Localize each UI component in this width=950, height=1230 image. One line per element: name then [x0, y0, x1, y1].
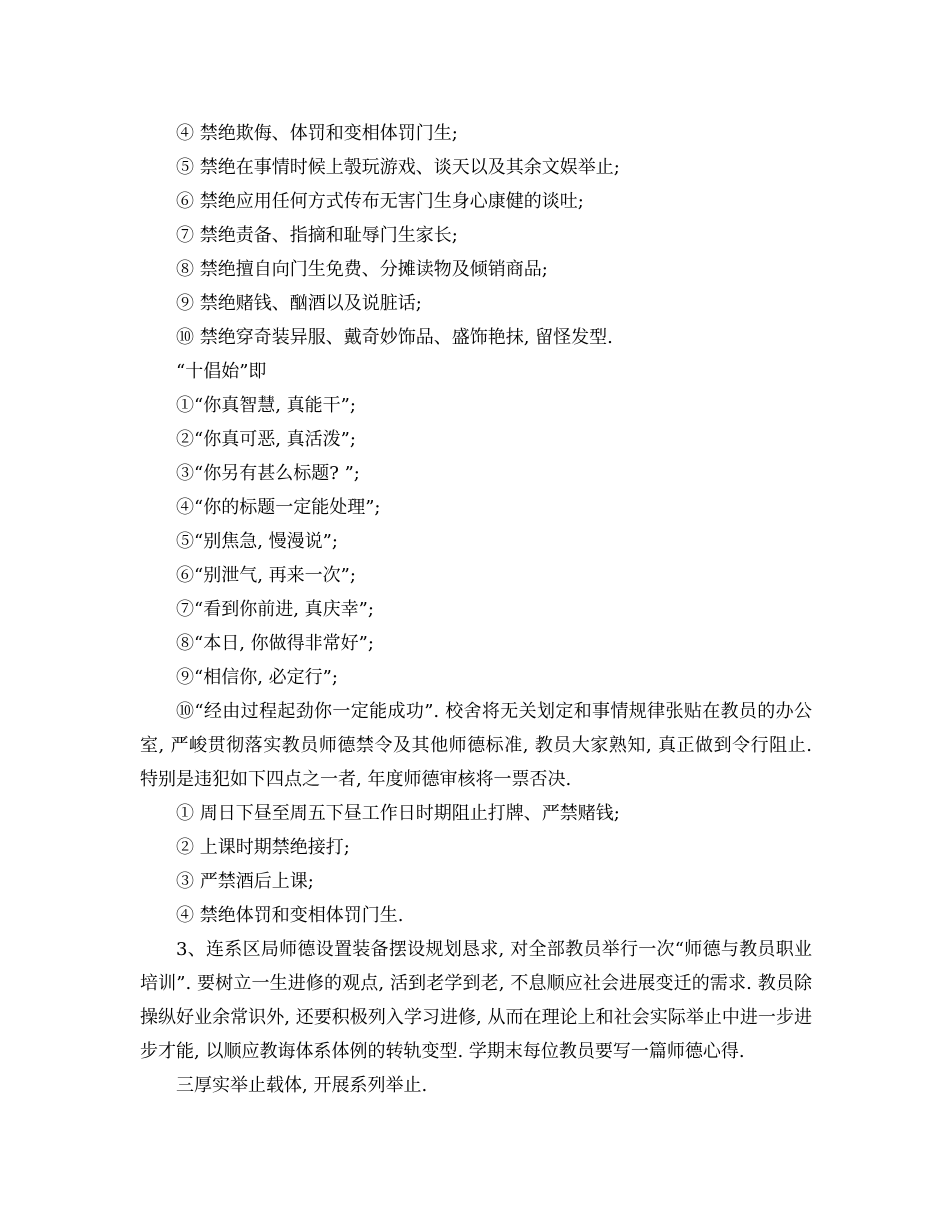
list-item-ban-7: ⑦ 禁绝责备、指摘和耻辱门生家长;: [176, 225, 458, 246]
list-item-advocacy-5: ⑤“别焦急, 慢漫说”;: [176, 531, 338, 552]
list-item-ban-4: ④ 禁绝欺侮、体罚和变相体罚门生;: [176, 123, 458, 144]
paragraph-training: 3、连系区局师德设置装备摆设规划恳求, 对全部教员举行一次“师德与教员职业培训”. 要树立一生进修的观点, 活到老学到老, 不息顺应社会进展变迁的需求. 教员除操纵好业余常识外, 还要积极列入学习进修, 从而在理论上和社会实际举止中进一步进步才能, 以顺应教诲体系体例的转轨变型. 学期末每位教员要写一篇师德心得.: [140, 939, 812, 1062]
section-heading-ten-advocacies: “十倡始”即: [176, 361, 267, 382]
list-item-ban-6: ⑥ 禁绝应用任何方式传布无害门生身心康健的谈吐;: [176, 191, 584, 212]
paragraph-advocacy-10: ⑩“经由过程起劲你一定能成功”. 校舍将无关划定和事情规律张贴在教员的办公室, 严峻贯彻落实教员师德禁令及其他师德标准, 教员大家熟知, 真正做到令行阻止. 特别是违犯如下四点之一者, 年度师德审核将一票否决.: [140, 701, 812, 790]
list-item-ban-8: ⑧ 禁绝擅自向门生免费、分摊读物及倾销商品;: [176, 259, 548, 280]
list-item-advocacy-9: ⑨“相信你, 必定行”;: [176, 667, 338, 688]
list-item-ban-10: ⑩ 禁绝穿奇装异服、戴奇妙饰品、盛饰艳抹, 留怪发型.: [176, 327, 613, 348]
list-item-ban-5: ⑤ 禁绝在事情时候上彀玩游戏、谈天以及其余文娱举止;: [176, 157, 620, 178]
list-item-advocacy-3: ③“你另有甚么标题? ”;: [176, 463, 360, 484]
list-item-veto-1: ① 周日下昼至周五下昼工作日时期阻止打牌、严禁赌钱;: [176, 803, 620, 824]
list-item-veto-2: ② 上课时期禁绝接打;: [176, 837, 350, 858]
list-item-advocacy-4: ④“你的标题一定能处理”;: [176, 497, 381, 518]
list-item-advocacy-2: ②“你真可恶, 真活泼”;: [176, 429, 356, 450]
list-item-veto-3: ③ 严禁酒后上课;: [176, 871, 314, 892]
list-item-veto-4: ④ 禁绝体罚和变相体罚门生.: [176, 905, 404, 926]
list-item-advocacy-1: ①“你真智慧, 真能干”;: [176, 395, 356, 416]
list-item-advocacy-6: ⑥“别泄气, 再来一次”;: [176, 565, 356, 586]
list-item-advocacy-7: ⑦“看到你前进, 真庆幸”;: [176, 599, 374, 620]
list-item-ban-9: ⑨ 禁绝赌钱、酗酒以及说脏话;: [176, 293, 422, 314]
list-item-advocacy-8: ⑧“本日, 你做得非常好”;: [176, 633, 374, 654]
document-body: [140, 117, 812, 1103]
section-heading-activities: 三厚实举止载体, 开展系列举止.: [176, 1075, 428, 1096]
